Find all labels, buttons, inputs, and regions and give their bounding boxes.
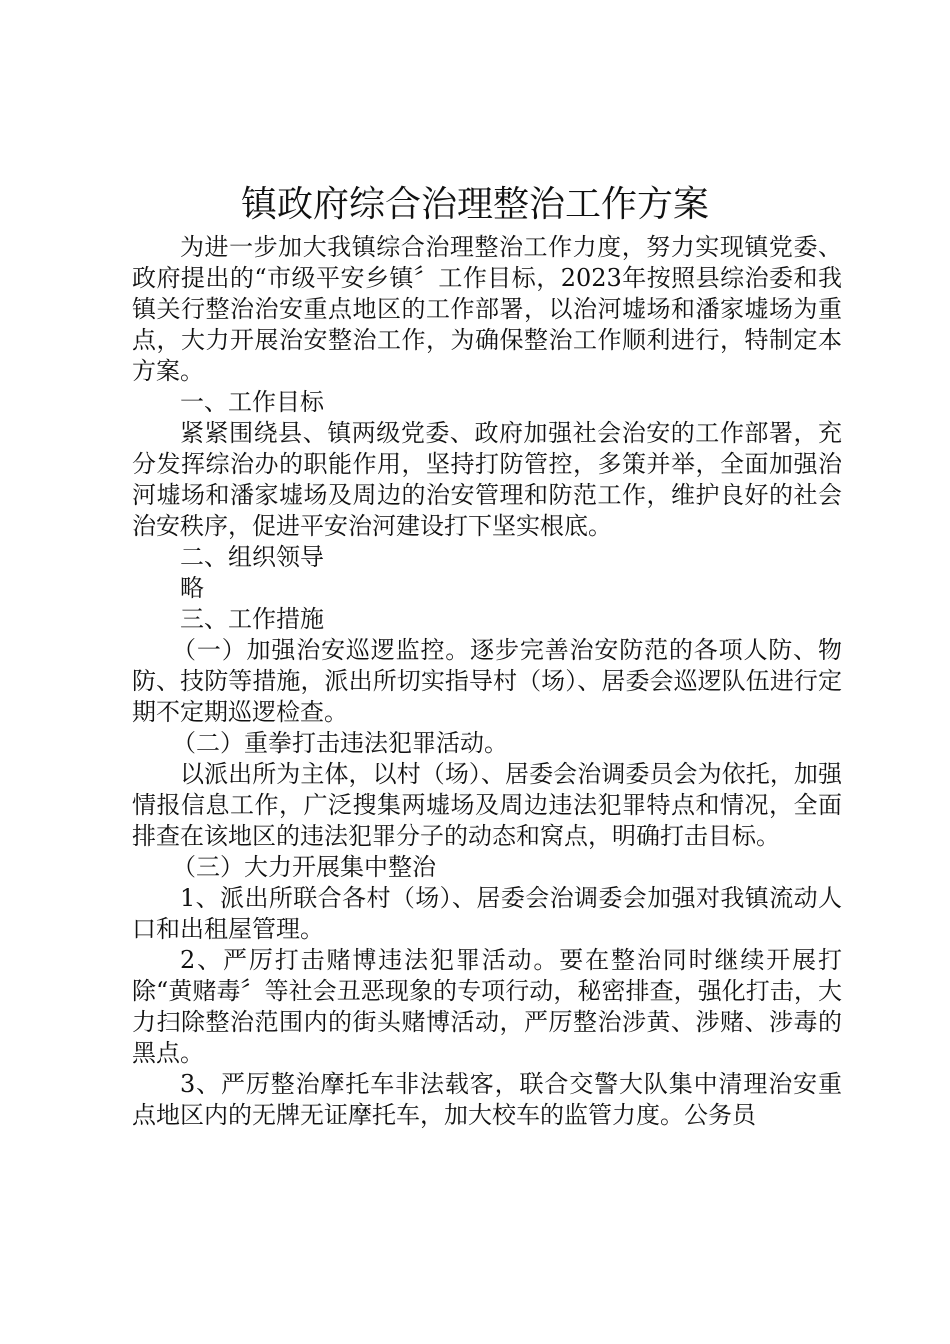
measure-3-heading: （三）大力开展集中整治 <box>172 853 436 881</box>
measure-2-paragraph: 以派出所为主体，以村（场）、居委会治调委员会为依托，加强情报信息工作，广泛搜集两墟场及周边违法犯罪特点和情况，全面排查在该地区的违法犯罪分子的动态和窝点，明确打击目标。 <box>132 760 842 850</box>
item-3-paragraph: 3、严厉整治摩托车非法载客，联合交警大队集中清理治安重点地区内的无牌无证摩托车，加大校车的监管力度。公务员 <box>132 1070 842 1129</box>
intro-paragraph: 为进一步加大我镇综合治理整治工作力度，努力实现镇党委、政府提出的“市级平安乡镇〞工作目标，2023年按照县综治委和我镇关行整治治安重点地区的工作部署，以治河墟场和潘家墟场为重点，大力开展治安整治工作，为确保整治工作顺利进行，特制定本方案。 <box>132 233 842 385</box>
section-heading-goals: 一、工作目标 <box>180 388 324 416</box>
goals-paragraph: 紧紧围绕县、镇两级党委、政府加强社会治安的工作部署，充分发挥综治办的职能作用，坚持打防管控，多策并举，全面加强治河墟场和潘家墟场及周边的治安管理和防范工作，维护良好的社会治安秩序，促进平安治河建设打下坚实根底。 <box>132 419 842 540</box>
document-body <box>132 232 842 1131</box>
measure-2-heading: （二）重拳打击违法犯罪活动。 <box>172 729 508 757</box>
document-title: 镇政府综合治理整治工作方案 <box>240 184 709 225</box>
item-1-paragraph: 1、派出所联合各村（场）、居委会治调委会加强对我镇流动人口和出租屋管理。 <box>132 884 842 943</box>
organization-paragraph: 略 <box>180 574 204 602</box>
measure-1-paragraph: （一）加强治安巡逻监控。逐步完善治安防范的各项人防、物防、技防等措施，派出所切实指导村（场）、居委会巡逻队伍进行定期不定期巡逻检查。 <box>132 636 842 726</box>
item-2-paragraph: 2、严厉打击赌博违法犯罪活动。要在整治同时继续开展打除“黄赌毒〞等社会丑恶现象的专项行动，秘密排查，强化打击，大力扫除整治范围内的街头赌博活动，严厉整治涉黄、涉赌、涉毒的黑点。 <box>132 946 842 1067</box>
section-heading-organization: 二、组织领导 <box>180 543 324 571</box>
section-heading-measures: 三、工作措施 <box>180 605 324 633</box>
